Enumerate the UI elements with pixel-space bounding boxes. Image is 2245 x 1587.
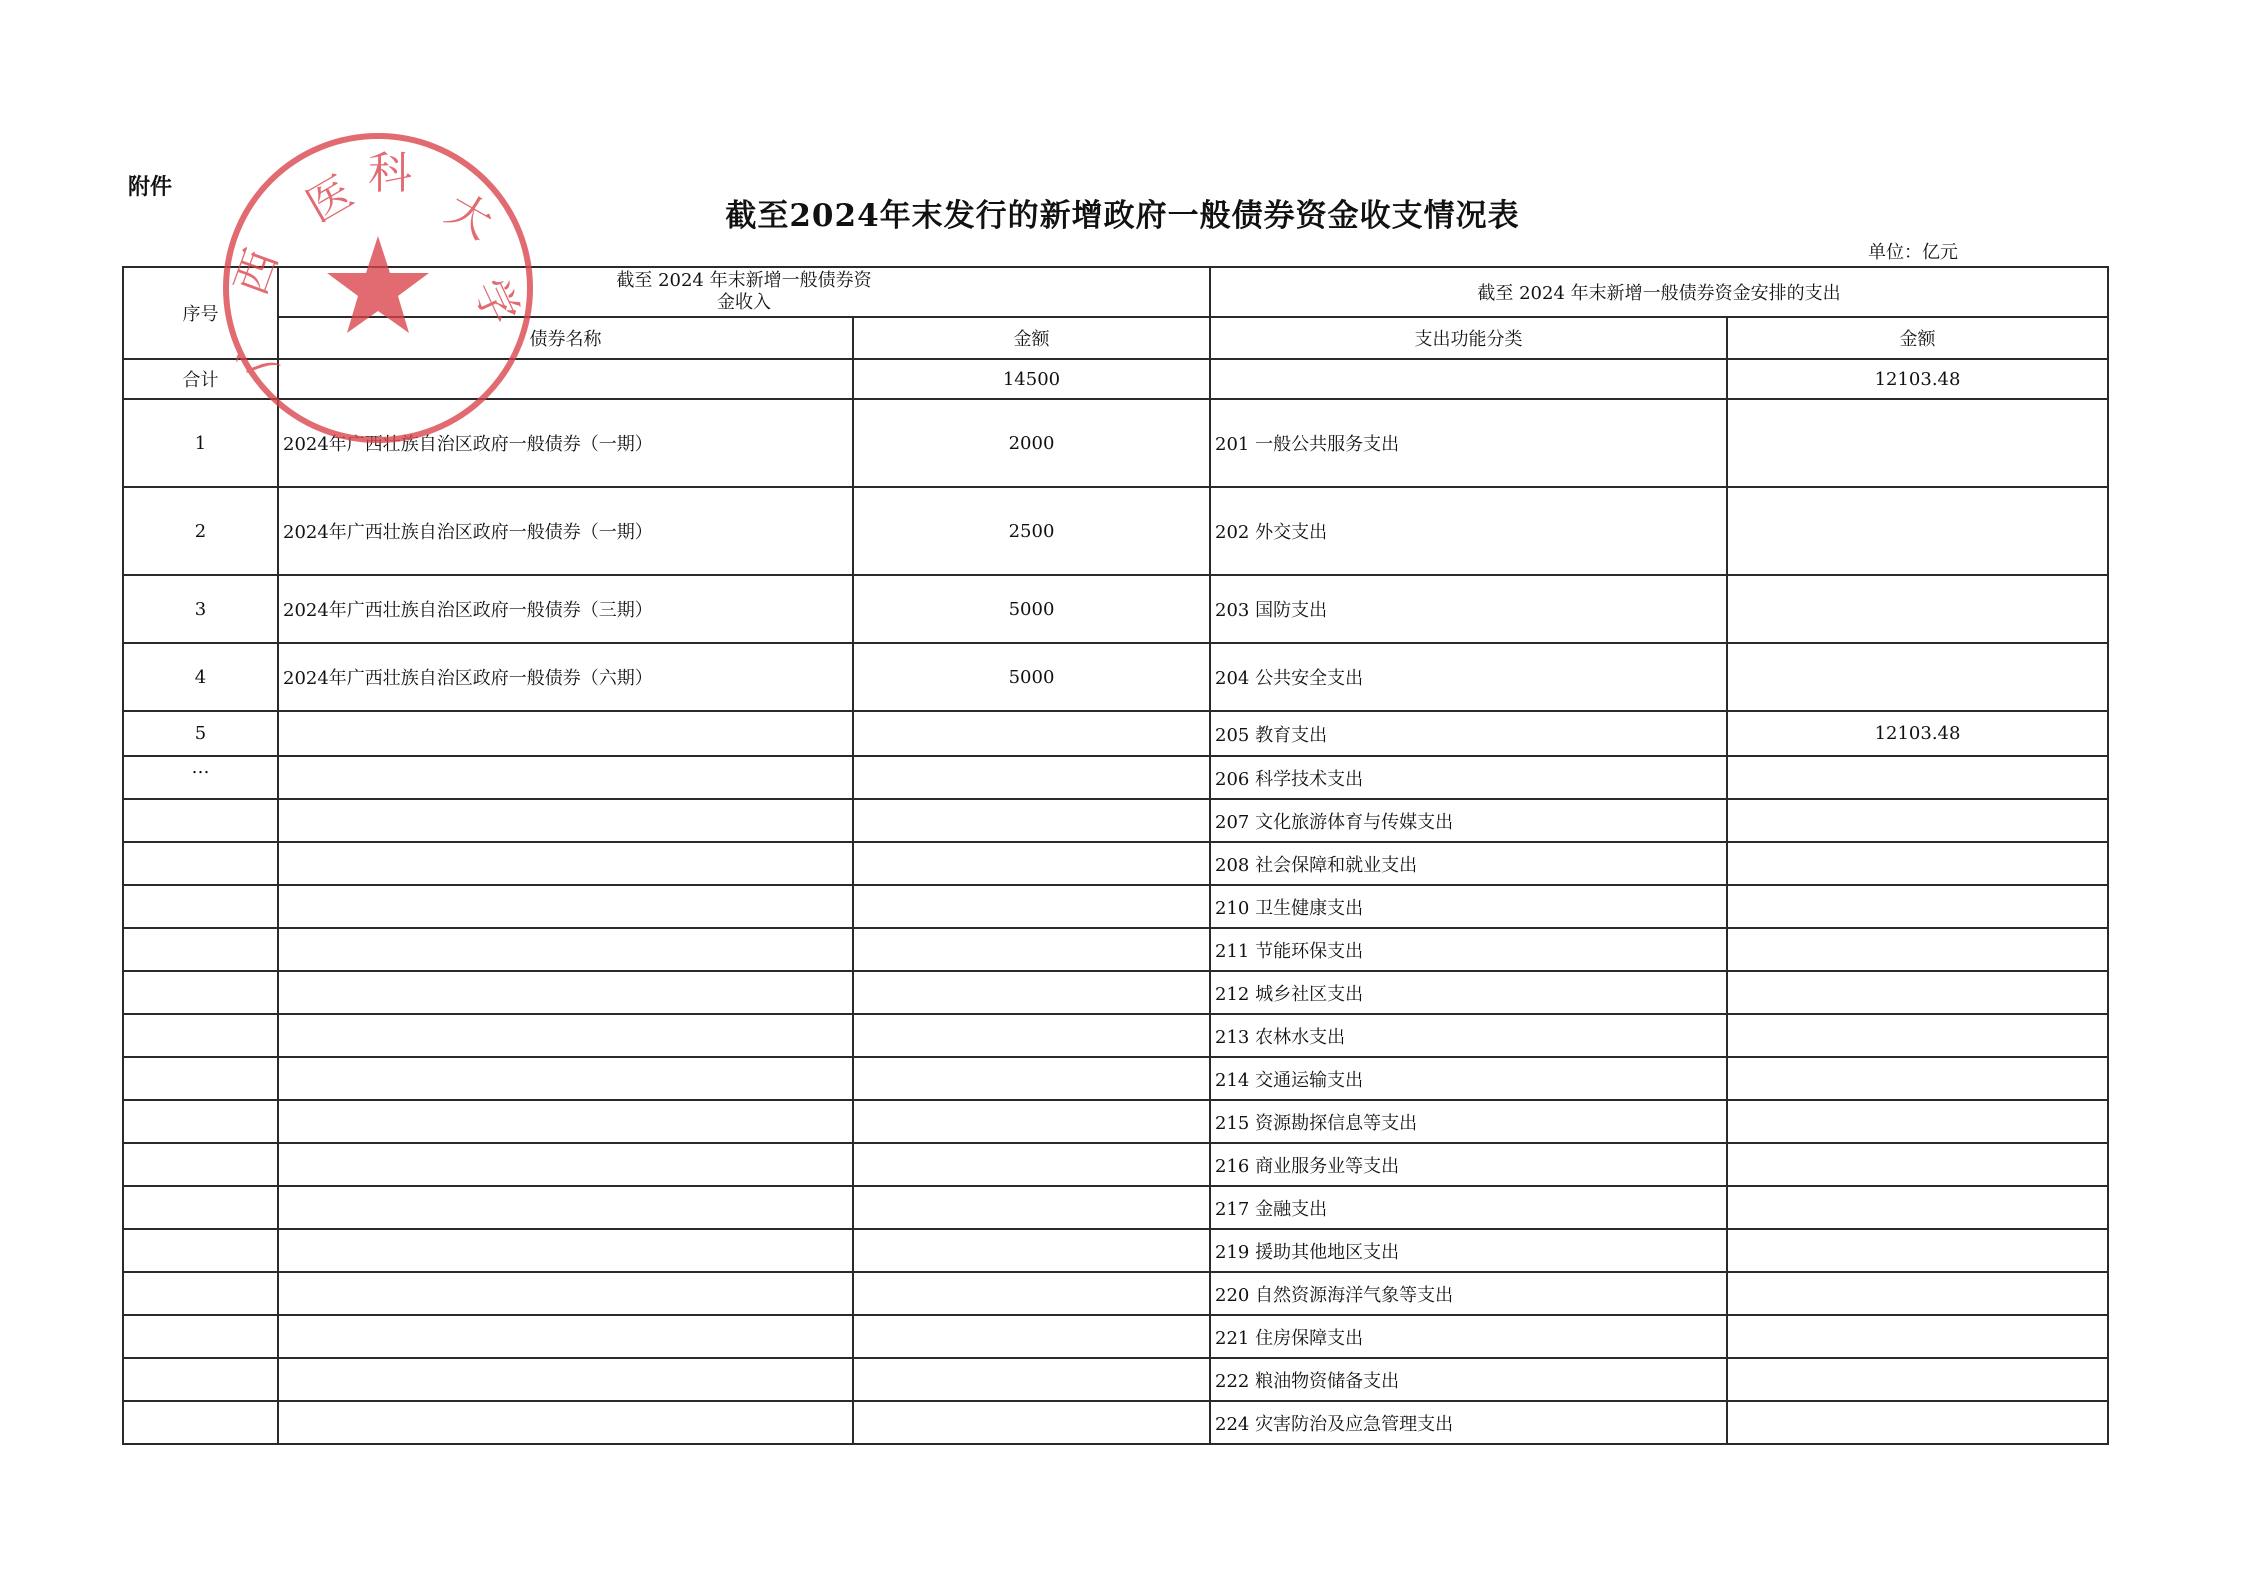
seq-cell: 4 [123, 643, 278, 711]
bond-name-cell [278, 928, 853, 971]
expense-amount-cell: 12103.48 [1727, 711, 2108, 756]
expense-category-cell: 208 社会保障和就业支出 [1210, 842, 1727, 885]
income-amount-header: 金额 [853, 317, 1210, 359]
income-amount-cell: 2500 [853, 487, 1210, 575]
expense-category-cell: 222 粮油物资储备支出 [1210, 1358, 1727, 1401]
table-row [123, 487, 2108, 575]
bond-name-header: 债券名称 [278, 317, 853, 359]
expense-category-cell: 201 一般公共服务支出 [1210, 399, 1727, 487]
income-amount-cell [853, 1100, 1210, 1143]
expense-group-header: 截至 2024 年末新增一般债券资金安排的支出 [1210, 267, 2108, 317]
income-amount-cell [853, 756, 1210, 799]
expense-amount-cell [1727, 885, 2108, 928]
svg-text:大: 大 [437, 183, 502, 250]
seq-cell: … [123, 756, 278, 799]
income-amount-cell: 2000 [853, 399, 1210, 487]
expense-category-cell: 207 文化旅游体育与传媒支出 [1210, 799, 1727, 842]
expense-category-cell: 219 援助其他地区支出 [1210, 1229, 1727, 1272]
income-amount-cell [853, 711, 1210, 756]
seq-cell [123, 1143, 278, 1186]
expense-category-cell: 204 公共安全支出 [1210, 643, 1727, 711]
expense-amount-cell [1727, 1229, 2108, 1272]
table-row [123, 1229, 2108, 1272]
total-category [1210, 359, 1727, 399]
income-amount-cell [853, 1358, 1210, 1401]
expense-category-cell: 217 金融支出 [1210, 1186, 1727, 1229]
bond-name-cell: 2024年广西壮族自治区政府一般债券（三期） [278, 575, 853, 643]
seq-cell: 1 [123, 399, 278, 487]
bond-name-cell [278, 711, 853, 756]
expense-amount-cell [1727, 971, 2108, 1014]
expense-amount-cell [1727, 842, 2108, 885]
expense-category-cell: 224 灾害防治及应急管理支出 [1210, 1401, 1727, 1444]
table-body [123, 359, 2108, 1444]
expense-amount-cell [1727, 928, 2108, 971]
seq-cell [123, 1229, 278, 1272]
svg-text:科: 科 [368, 148, 412, 199]
bond-name-cell: 2024年广西壮族自治区政府一般债券（六期） [278, 643, 853, 711]
expense-amount-cell [1727, 1315, 2108, 1358]
expense-amount-cell [1727, 399, 2108, 487]
bond-name-cell [278, 1401, 853, 1444]
income-amount-cell [853, 971, 1210, 1014]
bond-name-cell [278, 1100, 853, 1143]
expense-amount-cell [1727, 799, 2108, 842]
seq-cell [123, 1272, 278, 1315]
expense-amount-cell [1727, 1100, 2108, 1143]
bond-name-cell: 2024年广西壮族自治区政府一般债券（一期） [278, 487, 853, 575]
seq-cell [123, 885, 278, 928]
seq-cell [123, 971, 278, 1014]
table-row [123, 1100, 2108, 1143]
table-row [123, 885, 2108, 928]
seq-header: 序号 [123, 267, 278, 359]
expense-amount-cell [1727, 1057, 2108, 1100]
table-row [123, 575, 2108, 643]
income-amount-cell [853, 842, 1210, 885]
expense-amount-header: 金额 [1727, 317, 2108, 359]
seq-cell [123, 799, 278, 842]
bond-name-cell [278, 971, 853, 1014]
bond-name-cell [278, 756, 853, 799]
expense-category-cell: 213 农林水支出 [1210, 1014, 1727, 1057]
table-row [123, 399, 2108, 487]
table-row [123, 1358, 2108, 1401]
income-amount-cell [853, 1229, 1210, 1272]
table-row [123, 1401, 2108, 1444]
expense-amount-cell [1727, 1014, 2108, 1057]
expense-category-cell: 203 国防支出 [1210, 575, 1727, 643]
bond-name-cell [278, 885, 853, 928]
income-group-header [278, 267, 1210, 317]
debt-table-container [122, 266, 2107, 1445]
seq-cell: 3 [123, 575, 278, 643]
table-row [123, 1143, 2108, 1186]
svg-text:广: 广 [225, 322, 289, 382]
income-amount-cell [853, 885, 1210, 928]
expense-category-cell: 210 卫生健康支出 [1210, 885, 1727, 928]
table-row [123, 1057, 2108, 1100]
table-row [123, 971, 2108, 1014]
seq-cell [123, 1401, 278, 1444]
bond-name-cell [278, 1143, 853, 1186]
attachment-label: 附件 [128, 175, 173, 200]
table-row [123, 842, 2108, 885]
income-amount-cell [853, 928, 1210, 971]
bond-name-cell [278, 1315, 853, 1358]
table-row [123, 1272, 2108, 1315]
seq-cell [123, 928, 278, 971]
income-amount-cell [853, 799, 1210, 842]
income-amount-cell: 5000 [853, 575, 1210, 643]
bond-name-cell: 2024年广西壮族自治区政府一般债券（一期） [278, 399, 853, 487]
expense-amount-cell [1727, 487, 2108, 575]
expense-category-cell: 221 住房保障支出 [1210, 1315, 1727, 1358]
table-row [123, 1014, 2108, 1057]
income-amount-cell [853, 1014, 1210, 1057]
group-header-row [123, 267, 2108, 317]
seq-cell [123, 1358, 278, 1401]
expense-category-cell: 215 资源勘探信息等支出 [1210, 1100, 1727, 1143]
expense-category-cell: 202 外交支出 [1210, 487, 1727, 575]
total-income-amount: 14500 [853, 359, 1210, 399]
bond-name-cell [278, 1057, 853, 1100]
expense-amount-cell [1727, 575, 2108, 643]
unit-label: 单位：亿元 [1868, 242, 1958, 263]
expense-amount-cell [1727, 643, 2108, 711]
expense-amount-cell [1727, 1143, 2108, 1186]
bond-name-cell [278, 1014, 853, 1057]
income-amount-cell [853, 1401, 1210, 1444]
bond-name-cell [278, 1358, 853, 1401]
expense-category-cell: 220 自然资源海洋气象等支出 [1210, 1272, 1727, 1315]
income-amount-cell: 5000 [853, 643, 1210, 711]
svg-text:学: 学 [463, 271, 528, 333]
expense-amount-cell [1727, 1358, 2108, 1401]
page-title: 截至2024年末发行的新增政府一般债券资金收支情况表 [725, 198, 1520, 234]
bond-name-cell [278, 1229, 853, 1272]
total-expense-amount: 12103.48 [1727, 359, 2108, 399]
seq-cell: 2 [123, 487, 278, 575]
expense-amount-cell [1727, 1401, 2108, 1444]
seq-cell: 5 [123, 711, 278, 756]
table-row [123, 643, 2108, 711]
expense-category-header: 支出功能分类 [1210, 317, 1727, 359]
sub-header-row [123, 317, 2108, 359]
total-label: 合计 [123, 359, 278, 399]
debt-income-expense-table [122, 266, 2109, 1445]
svg-text:西: 西 [225, 242, 289, 302]
expense-amount-cell [1727, 1272, 2108, 1315]
expense-category-cell: 206 科学技术支出 [1210, 756, 1727, 799]
expense-category-cell: 214 交通运输支出 [1210, 1057, 1727, 1100]
bond-name-cell [278, 842, 853, 885]
table-row [123, 756, 2108, 799]
expense-category-cell: 211 节能环保支出 [1210, 928, 1727, 971]
seq-cell [123, 1315, 278, 1358]
table-row [123, 799, 2108, 842]
seq-cell [123, 842, 278, 885]
expense-category-cell: 212 城乡社区支出 [1210, 971, 1727, 1014]
income-amount-cell [853, 1057, 1210, 1100]
income-group-label: 截至 2024 年末新增一般债券资金收入 [616, 270, 872, 313]
seq-cell [123, 1100, 278, 1143]
income-amount-cell [853, 1143, 1210, 1186]
expense-amount-cell [1727, 1186, 2108, 1229]
seq-cell [123, 1057, 278, 1100]
table-row [123, 928, 2108, 971]
svg-text:医: 医 [298, 166, 362, 233]
income-amount-cell [853, 1186, 1210, 1229]
table-row [123, 1315, 2108, 1358]
table-row [123, 1186, 2108, 1229]
total-bond-name [278, 359, 853, 399]
income-amount-cell [853, 1272, 1210, 1315]
bond-name-cell [278, 1272, 853, 1315]
total-row [123, 359, 2108, 399]
seq-cell [123, 1186, 278, 1229]
bond-name-cell [278, 1186, 853, 1229]
bond-name-cell [278, 799, 853, 842]
expense-category-cell: 205 教育支出 [1210, 711, 1727, 756]
seq-cell [123, 1014, 278, 1057]
expense-category-cell: 216 商业服务业等支出 [1210, 1143, 1727, 1186]
income-amount-cell [853, 1315, 1210, 1358]
table-row [123, 711, 2108, 756]
expense-amount-cell [1727, 756, 2108, 799]
